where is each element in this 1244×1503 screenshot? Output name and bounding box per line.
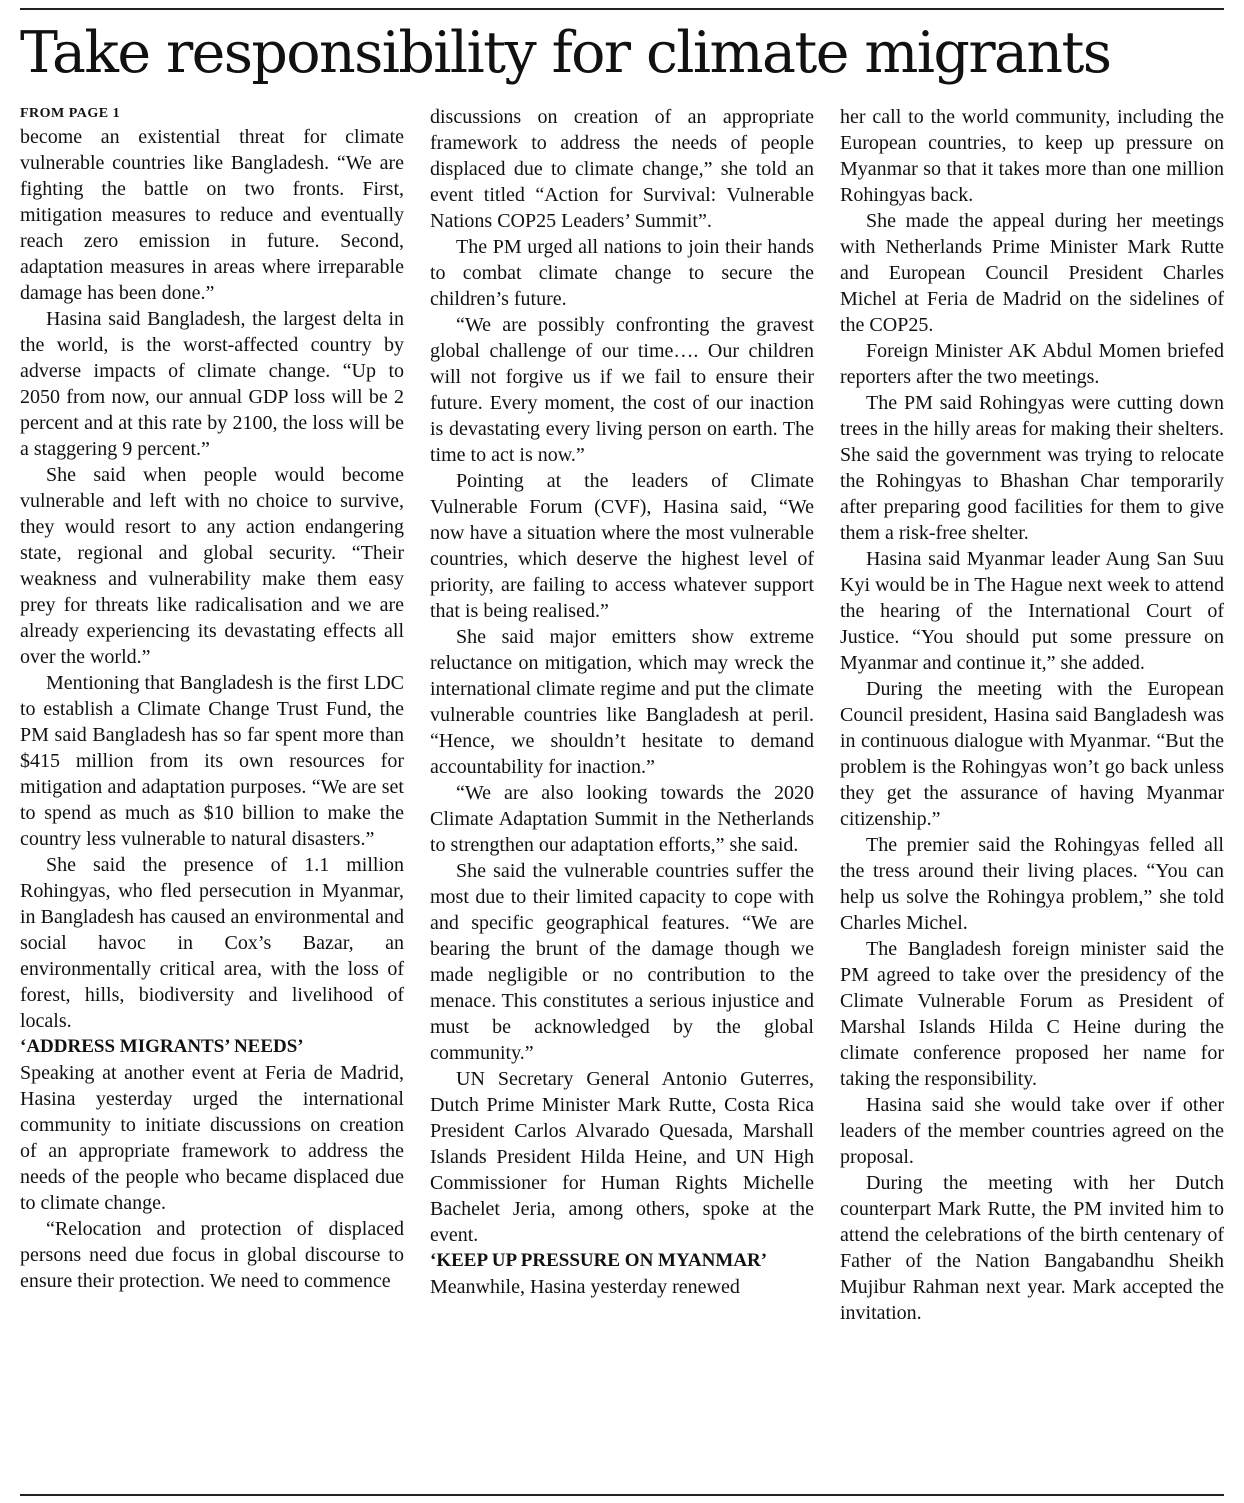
paragraph: Pointing at the leaders of Climate Vulnerable Forum (CVF), Hasina said, “We now have a situation where the most vulnerable countries, which deserve the highest level of priority, are failing to access whatever support that is being realised.”	[430, 470, 814, 622]
paragraph: She said the vulnerable countries suffer the most due to their limited capacity to cope with and specific geographical features. “We are bearing the brunt of the damage though we made negligible or no contribution to the menace. This constitutes a serious injustice and must be acknowledged by the global community.”	[430, 860, 814, 1064]
paragraph: Foreign Minister AK Abdul Momen briefed reporters after the two meetings.	[840, 340, 1224, 388]
paragraph: become an existential threat for climate vulnerable countries like Bangladesh. “We are fighting the battle on two fronts. First, mitigation measures to reduce and eventually reach zero emission in future. Second, adaptation measures in areas where irreparable damage has been done.”	[20, 126, 404, 304]
paragraph: “Relocation and protection of displaced persons need due focus in global discourse to ensure their protection. We need to commence	[20, 1218, 404, 1292]
column-2	[430, 104, 814, 1300]
paragraph: “We are possibly confronting the gravest global challenge of our time…. Our children will not forgive us if we fail to ensure their future. Every moment, the cost of our inaction is devastating every living person on earth. The time to act is now.”	[430, 314, 814, 466]
top-rule	[20, 8, 1224, 10]
paragraph: She said when people would become vulnerable and left with no choice to survive, they would resort to any action endangering state, regional and global security. “Their weakness and vulnerability make them easy prey for threats like radicalisation and we are already experiencing its devastating effects all over the world.”	[20, 464, 404, 668]
paragraph: She said major emitters show extreme reluctance on mitigation, which may wreck the international climate regime and put the climate vulnerable countries like Bangladesh at peril. “Hence, we shouldn’t hesitate to demand accountability for inaction.”	[430, 626, 814, 778]
paragraph: Hasina said Myanmar leader Aung San Suu Kyi would be in The Hague next week to attend the hearing of the International Court of Justice. “You should put some pressure on Myanmar and continue it,” she added.	[840, 548, 1224, 674]
paragraph: Speaking at another event at Feria de Madrid, Hasina yesterday urged the international community to initiate discussions on creation of an appropriate framework to address the needs of the people who became displaced due to climate change.	[20, 1062, 404, 1214]
paragraph: UN Secretary General Antonio Guterres, Dutch Prime Minister Mark Rutte, Costa Rica President Carlos Alvarado Quesada, Marshall Islands President Hilda Heine, and UN High Commissioner for Human Rights Michelle Bachelet Jeria, among others, spoke at the event.	[430, 1068, 814, 1246]
paragraph: She made the appeal during her meetings with Netherlands Prime Minister Mark Rutte and European Council President Charles Michel at Feria de Madrid on the sidelines of the COP25.	[840, 210, 1224, 336]
column-1	[20, 104, 404, 1294]
paragraph: The premier said the Rohingyas felled all the tress around their living places. “You can help us solve the Rohingya problem,” she told Charles Michel.	[840, 834, 1224, 934]
paragraph: “We are also looking towards the 2020 Climate Adaptation Summit in the Netherlands to strengthen our adaptation efforts,” she said.	[430, 782, 814, 856]
paragraph: She said the presence of 1.1 million Rohingyas, who fled persecution in Myanmar, in Bangladesh has caused an environmental and social havoc in Cox’s Bazar, an environmentally critical area, with the loss of forest, hills, biodiversity and livelihood of locals.	[20, 854, 404, 1032]
subhead-address-migrants: ‘ADDRESS MIGRANTS’ NEEDS’	[20, 1036, 304, 1057]
bottom-rule	[20, 1494, 1224, 1496]
paragraph: Mentioning that Bangladesh is the first LDC to establish a Climate Change Trust Fund, the PM said Bangladesh has so far spent more than $415 million from its own resources for mitigation and adaptation purposes. “We are set to spend as much as $10 billion to make the country less vulnerable to natural disasters.”	[20, 672, 404, 850]
headline: Take responsibility for climate migrants	[20, 20, 1111, 86]
column-3	[840, 104, 1224, 1326]
paragraph: During the meeting with her Dutch counterpart Mark Rutte, the PM invited him to attend the celebrations of the birth centenary of Father of the Nation Bangabandhu Sheikh Mujibur Rahman next year. Mark accepted the invitation.	[840, 1172, 1224, 1324]
paragraph: Meanwhile, Hasina yesterday renewed	[430, 1276, 740, 1298]
paragraph: Hasina said Bangladesh, the largest delta in the world, is the worst-affected country by adverse impacts of climate change. “Up to 2050 from now, our annual GDP loss will be 2 percent and at this rate by 2100, the loss will be a staggering 9 percent.”	[20, 308, 404, 460]
paragraph: During the meeting with the European Council president, Hasina said Bangladesh was in continuous dialogue with Myanmar. “But the problem is the Rohingyas won’t go back unless they get the assurance of having Myanmar citizenship.”	[840, 678, 1224, 830]
paragraph: her call to the world community, including the European countries, to keep up pressure on Myanmar so that it takes more than one million Rohingyas back.	[840, 106, 1224, 206]
paragraph: The Bangladesh foreign minister said the PM agreed to take over the presidency of the Climate Vulnerable Forum as President of Marshal Islands Hilda C Heine during the climate conference proposed her name for taking the responsibility.	[840, 938, 1224, 1090]
paragraph: discussions on creation of an appropriate framework to address the needs of people displaced due to climate change,” she told an event titled “Action for Survival: Vulnerable Nations COP25 Leaders’ Summit”.	[430, 106, 814, 232]
from-page-kicker: FROM PAGE 1	[20, 106, 121, 121]
subhead-keep-up-pressure: ‘KEEP UP PRESSURE ON MYANMAR’	[430, 1250, 768, 1271]
paragraph: The PM urged all nations to join their hands to combat climate change to secure the children’s future.	[430, 236, 814, 310]
paragraph: The PM said Rohingyas were cutting down trees in the hilly areas for making their shelters. She said the government was trying to relocate the Rohingyas to Bhashan Char temporarily after preparing good facilities for them to give them a risk-free shelter.	[840, 392, 1224, 544]
paragraph: Hasina said she would take over if other leaders of the member countries agreed on the proposal.	[840, 1094, 1224, 1168]
